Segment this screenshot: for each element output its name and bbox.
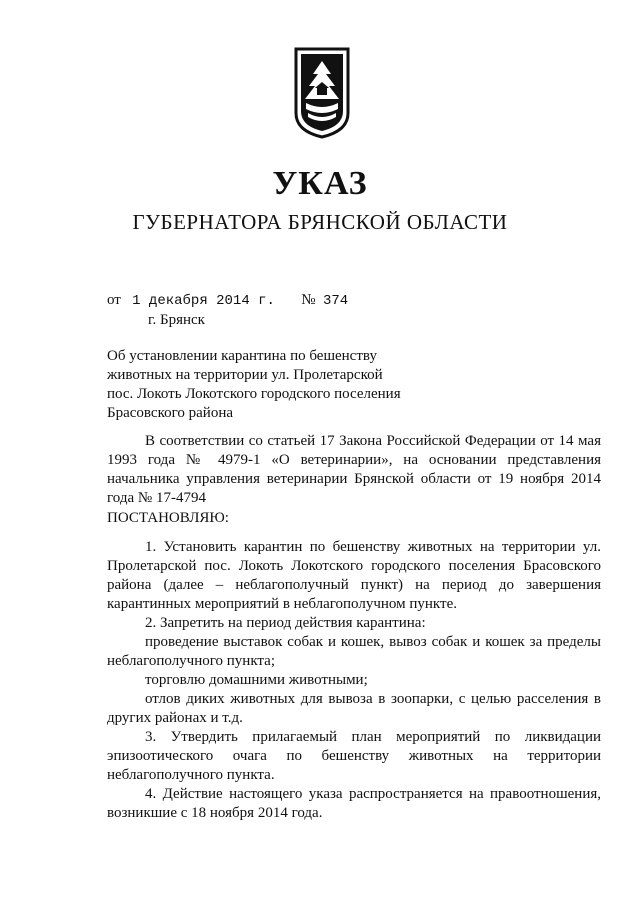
document-topic: Об установлении карантина по бешенству животных на территории ул. Пролетарской пос. Локоть Локотского городского поселения Брасовского района	[107, 348, 401, 421]
document-date: 1 декабря 2014 г.	[132, 293, 275, 309]
coat-of-arms-emblem	[294, 47, 350, 139]
date-prefix: от	[107, 292, 121, 308]
decree-body	[107, 538, 601, 823]
paragraph-2-item-1: проведение выставок собак и кошек, вывоз собак и кошек за пределы неблагополучного пункта;	[107, 634, 601, 669]
paragraph-2-item-2: торговлю домашними животными;	[145, 672, 368, 688]
date-number-line	[107, 292, 348, 309]
document-number: 374	[323, 293, 349, 309]
document-subtitle: ГУБЕРНАТОРА БРЯНСКОЙ ОБЛАСТИ	[132, 210, 508, 234]
paragraph-2: 2. Запретить на период действия карантина:	[145, 615, 426, 631]
paragraph-1: 1. Установить карантин по бешенству животных на территории ул. Пролетарской пос. Локоть Локотского городского поселения Брасовского района (далее – неблагополучный пункт) на период до завершения карантинных мероприятий в неблагополучном пункте.	[107, 539, 601, 612]
number-prefix: №	[301, 292, 316, 308]
decree-word: ПОСТАНОВЛЯЮ:	[107, 510, 229, 526]
paragraph-3: 3. Утвердить прилагаемый план мероприятий по ликвидации эпизоотического очага по бешенству животных на территории неблагополучного пункта.	[107, 729, 601, 783]
document-title: УКАЗ	[272, 165, 368, 202]
preamble-text: В соответствии со статьей 17 Закона Российской Федерации от 14 мая 1993 года № 4979-1 «О ветеринарии», на основании представления начальника управления ветеринарии Брянской области от 19 ноября 2014 года № 17-4794	[107, 433, 601, 506]
document-city: г. Брянск	[148, 312, 205, 328]
preamble-block	[107, 432, 601, 508]
paragraph-2-item-3: отлов диких животных для вывоза в зоопарки, с целью расселения в других районах и т.д.	[107, 691, 601, 726]
paragraph-4: 4. Действие настоящего указа распространяется на правоотношения, возникшие с 18 ноября 2014 года.	[107, 786, 601, 821]
